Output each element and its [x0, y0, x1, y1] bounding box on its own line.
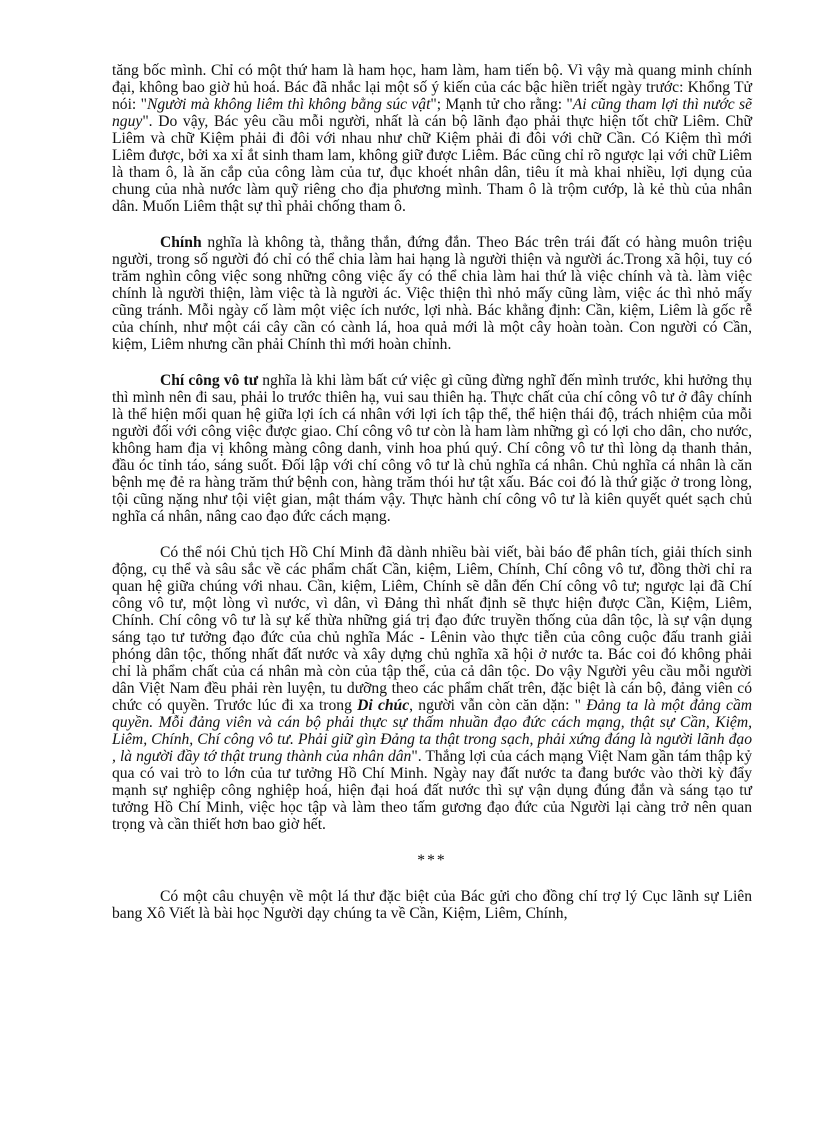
text: nghĩa là không tà, thẳng thắn, đứng đắn. Theo Bác trên trái đất có hàng muôn triệu người, trong số người đó chỉ có thể chia làm hai hạng là người thiện và người ác.Trong xã hội, tuy có trăm nghìn công việc song những công việc ấy có thể chia làm hai thứ là việc chính và tà. làm việc chính là người thiện, làm việc tà là người ác. Việc thiện thì nhỏ mấy cũng làm, việc ác thì nhỏ mấy cũng tránh. Mỗi ngày cố làm một việc ích nước, lợi nhà. Bác khẳng định: Cần, kiệm, Liêm là gốc rễ của chính, như một cái cây cần có cành lá, hoa quả mới là một cây hoàn toàn. Con người có Cần, kiệm, Liêm nhưng cần phải Chính thì mới hoàn chỉnh. [112, 234, 752, 353]
text: tăng bốc mình. Chỉ có một thứ ham là ham học, ham làm, ham tiến bộ. Vì vậy mà quang minh chính đại, không bao giờ hủ hoá. Bác đã nhắc lại một số ý kiến của các bậc hiền triết ngày trước: Khổng Tử nói: " [112, 62, 752, 113]
text: Có thể nói Chủ tịch Hồ Chí Minh đã dành nhiều bài viết, bài báo để phân tích, giải thích sinh động, cụ thể và sâu sắc về các phẩm chất Cần, kiệm, Liêm, Chính, Chí công vô tư, đồng thời chỉ ra quan hệ giữa chúng với nhau. Cần, kiệm, Liêm, Chính sẽ dẫn đến Chí công vô tư; ngược lại đã Chí công vô tư, một lòng vì nước, vì dân, vì Đảng thì nhất định sẽ thực hiện được Cần, Kiệm, Liêm, Chính. Chí công vô tư là sự kế thừa những giá trị đạo đức truyền thống của dân tộc, là sự vận dụng sáng tạo tư tưởng đạo đức của chủ nghĩa Mác - Lênin vào thực tiễn của công cuộc đấu tranh giải phóng dân tộc, thống nhất đất nước và xây dựng chủ nghĩa xã hội ở nước ta. Bác coi đó không phải chỉ là phẩm chất của cá nhân mà còn của tập thể, của cả dân tộc. Do vậy Người yêu cầu mỗi người dân Việt Nam đều phải rèn luyện, tu dưỡng theo các phẩm chất trên, đặc biệt là cán bộ, đảng viên có chức có quyền. Trước lúc đi xa trong [112, 544, 752, 714]
document-page [112, 62, 752, 922]
text: "; Mạnh tử cho rằng: " [430, 96, 573, 113]
paragraph-chi-cong-vo-tu [112, 372, 752, 525]
title-di-chuc: Di chúc [357, 697, 410, 714]
paragraph-summary [112, 544, 752, 833]
text: nghĩa là khi làm bất cứ việc gì cũng đừng nghĩ đến mình trước, khi hưởng thụ thì mình nên đi sau, phải lo trước thiên hạ, vui sau thiên hạ. Thực chất của chí công vô tư ở đây chính là thể hiện mối quan hệ giữa lợi ích cá nhân với lợi ích tập thể, thể hiện thái độ, trách nhiệm của mỗi người đối với công việc được giao. Chí công vô tư còn là ham làm những gì có lợi cho dân, cho nước, không ham địa vị không màng công danh, vinh hoa phú quý. Chí công vô tư thì lòng dạ thanh thản, đầu óc tỉnh táo, sáng suốt. Đối lập với chí công vô tư là chủ nghĩa cá nhân. Chủ nghĩa cá nhân là căn bệnh mẹ đẻ ra hàng trăm thứ bệnh con, hàng trăm thói hư tật xấu. Bác coi đó là thứ giặc ở trong lòng, tội cũng nặng như tội việt gian, mật thám vậy. Thực hành chí công vô tư là kiên quyết quét sạch chủ nghĩa cá nhân, nâng cao đạo đức cách mạng. [112, 372, 753, 525]
paragraph-chinh [112, 234, 752, 353]
quote-khong-tu: Người mà không liêm thì không bằng súc vật [146, 96, 431, 113]
text: ". Do vậy, Bác yêu cầu mỗi người, nhất là cán bộ lãnh đạo phải thực hiện tốt chữ Liêm. Chữ Liêm và chữ Kiệm phải đi đôi với nhau như chữ Kiệm phải đi đôi với chữ Cần. Có Kiệm thì mới Liêm được, bởi xa xỉ ắt sinh tham lam, không giữ được Liêm. Bác cũng chỉ rõ ngược lại với chữ Liêm là tham ô, là ăn cắp của công làm của tư, đục khoét nhân dân, tiêu ít mà khai nhiều, lợi dụng của chung của nhà nước làm quỹ riêng cho địa phương mình. Tham ô là trộm cướp, là kẻ thù của nhân dân. Muốn Liêm thật sự thì phải chống tham ô. [112, 113, 752, 215]
section-separator: *** [417, 852, 447, 869]
quote-manh-tu: Ai cũng tham lợi thì nước sẽ nguy [112, 96, 753, 130]
paragraph-liem [112, 62, 752, 215]
quote-di-chuc: Đảng ta là một đảng cầm quyền. Mỗi đảng viên và cán bộ phải thực sự thấm nhuần đạo đức cách mạng, thật sự Cần, Kiệm, Liêm, Chính, Chí công vô tư. Phải giữ gìn Đảng ta thật trong sạch, phải xứng đáng là người lãnh đạo , là người đầy tớ thật trung thành của nhân dân [112, 697, 752, 765]
text: , người vẫn còn căn dặn: " [409, 697, 582, 714]
term-chi-cong-vo-tu: Chí công vô tư [160, 372, 259, 389]
term-chinh: Chính [160, 234, 202, 251]
text: ". Thắng lợi của cách mạng Việt Nam gần tám thập kỷ qua có vai trò to lớn của tư tưởng Hồ Chí Minh. Ngày nay đất nước ta đang bước vào thời kỳ đẩy mạnh sự nghiệp công nghiệp hoá, hiện đại hoá đất nước thì sự vận dụng đúng đắn và sáng tạo tư tưởng Hồ Chí Minh, việc học tập và làm theo tấm gương đạo đức của Người lại càng trở nên quan trọng và cần thiết hơn bao giờ hết. [112, 748, 752, 833]
paragraph-story: Có một câu chuyện về một lá thư đặc biệt của Bác gửi cho đồng chí trợ lý Cục lãnh sự Liên bang Xô Viết là bài học Người dạy chúng ta về Cần, Kiệm, Liêm, Chính, [112, 888, 752, 922]
